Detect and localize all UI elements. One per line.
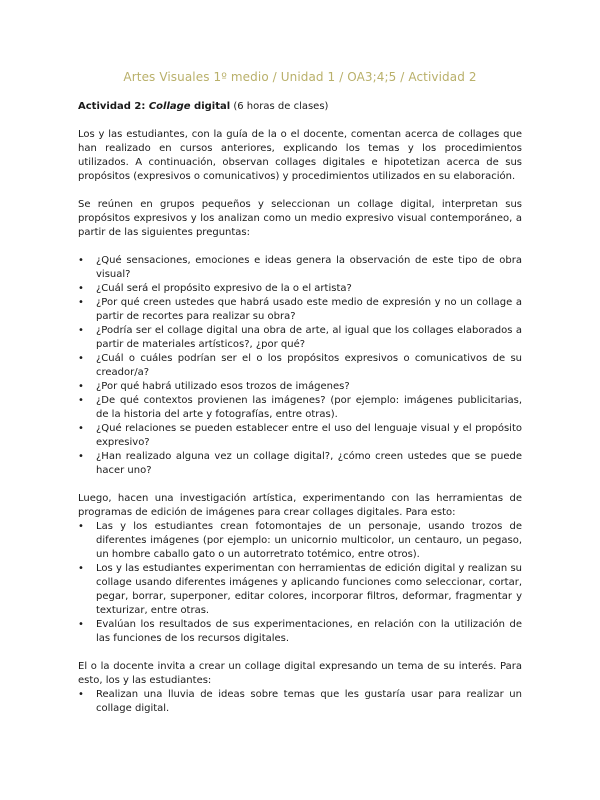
bullet-icon: • bbox=[78, 283, 84, 294]
activity-duration: (6 horas de clases) bbox=[230, 101, 329, 112]
question-item: • ¿Qué relaciones se pueden establecer entre el uso del lenguaje visual y el propósito expresivo? bbox=[78, 423, 522, 448]
step-item: • Las y los estudiantes crean fotomontajes de un personaje, usando trozos de diferentes imágenes (por ejemplo: un unicornio multicolor, un centauro, un pegaso, un hombre caballo gato o un autorretrato totémico, entre otros). bbox=[78, 521, 522, 560]
activity-title-suffix: digital bbox=[190, 101, 231, 112]
activity-title-italic: Collage bbox=[148, 101, 191, 112]
bullet-icon: • bbox=[78, 325, 84, 336]
bullet-icon: • bbox=[78, 451, 84, 462]
bullet-icon: • bbox=[78, 689, 84, 700]
question-item: • ¿Por qué habrá utilizado esos trozos de imágenes? bbox=[78, 381, 350, 392]
bullet-icon: • bbox=[78, 619, 84, 630]
group-paragraph: Se reúnen en grupos pequeños y seleccionan un collage digital, interpretan sus propósitos expresivos y los analizan como un medio expresivo visual contemporáneo, a partir de las siguientes preguntas: bbox=[78, 199, 522, 238]
page-header: Artes Visuales 1º medio / Unidad 1 / OA3;4;5 / Actividad 2 bbox=[123, 70, 477, 84]
question-item: • ¿Podría ser el collage digital una obra de arte, al igual que los collages elaborados a partir de materiales artísticos?, ¿por qué? bbox=[78, 325, 522, 350]
question-item: • ¿De qué contextos provienen las imágenes? (por ejemplo: imágenes publicitarias, de la historia del arte y fotografías, entre otras). bbox=[78, 395, 522, 420]
bullet-icon: • bbox=[78, 395, 84, 406]
step-item: • Los y las estudiantes experimentan con herramientas de edición digital y realizan su collage usando diferentes imágenes y aplicando funciones como seleccionar, cortar, pegar, borrar, superponer, editar colores, incorporar filtros, deformar, fragmentar y texturizar, entre otras. bbox=[78, 563, 522, 616]
bullet-icon: • bbox=[78, 563, 84, 574]
questions-list bbox=[78, 254, 522, 478]
question-item: • ¿Han realizado alguna vez un collage digital?, ¿cómo creen ustedes que se puede hacer uno? bbox=[78, 451, 522, 476]
creation-paragraph: El o la docente invita a crear un collage digital expresando un tema de su interés. Para esto, los y las estudiantes: bbox=[78, 661, 522, 686]
final-steps-list bbox=[78, 688, 522, 716]
document-body bbox=[78, 100, 522, 716]
question-item: • ¿Cuál será el propósito expresivo de la o el artista? bbox=[78, 283, 352, 294]
bullet-icon: • bbox=[78, 521, 84, 532]
bullet-icon: • bbox=[78, 423, 84, 434]
bullet-icon: • bbox=[78, 353, 84, 364]
bullet-icon: • bbox=[78, 255, 84, 266]
question-item: • ¿Qué sensaciones, emociones e ideas genera la observación de este tipo de obra visual? bbox=[78, 255, 522, 280]
activity-title-prefix: Actividad 2: bbox=[78, 101, 149, 112]
final-step-item: • Realizan una lluvia de ideas sobre temas que les gustaría usar para realizar un collage digital. bbox=[78, 689, 522, 714]
intro-paragraph: Los y las estudiantes, con la guía de la o el docente, comentan acerca de collages que han realizado en cursos anteriores, explicando los temas y los procedimientos utilizados. A continuación, observan collages digitales e hipotetizan acerca de sus propósitos (expresivos o comunicativos) y procedimientos utilizados en su elaboración. bbox=[78, 129, 522, 182]
question-item: • ¿Por qué creen ustedes que habrá usado este medio de expresión y no un collage a partir de recortes para realizar su obra? bbox=[78, 297, 522, 322]
bullet-icon: • bbox=[78, 381, 84, 392]
research-paragraph: Luego, hacen una investigación artística, experimentando con las herramientas de programas de edición de imágenes para crear collages digitales. Para esto: bbox=[78, 493, 522, 518]
question-item: • ¿Cuál o cuáles podrían ser el o los propósitos expresivos o comunicativos de su creador/a? bbox=[78, 353, 522, 378]
steps-list bbox=[78, 520, 522, 646]
step-item: • Evalúan los resultados de sus experimentaciones, en relación con la utilización de las funciones de los recursos digitales. bbox=[78, 619, 522, 644]
activity-title bbox=[78, 100, 522, 114]
bullet-icon: • bbox=[78, 297, 84, 308]
